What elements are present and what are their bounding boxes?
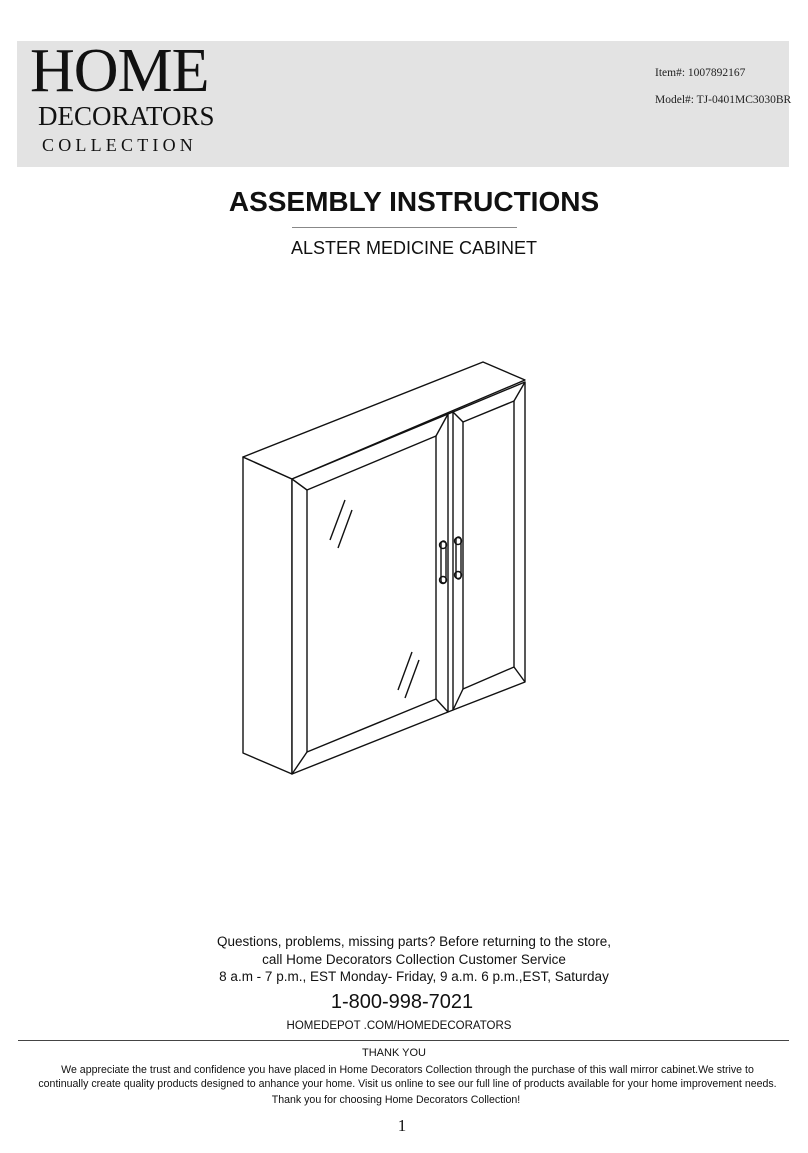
model-number: Model#: TJ-0401MC3030BR — [655, 94, 792, 106]
support-phone: 1-800-998-7021 — [330, 991, 474, 1013]
support-line-2: call Home Decorators Collection Customer Service — [262, 951, 566, 967]
support-website: HOMEDEPOT .COM/HOMEDECORATORS — [286, 1020, 512, 1032]
brand-logo-home: HOME — [30, 37, 209, 105]
customer-service-info — [0, 933, 808, 986]
brand-logo-decorators: DECORATORS — [38, 101, 215, 131]
support-hours: 8 a.m - 7 p.m., EST Monday- Friday, 9 a.m. 6 p.m.,EST, Saturday — [219, 969, 609, 984]
support-line-1: Questions, problems, missing parts? Before returning to the store, — [217, 934, 611, 949]
product-name: ALSTER MEDICINE CABINET — [290, 238, 538, 258]
medicine-cabinet-icon — [230, 355, 540, 785]
brand-logo-collection: COLLECTION — [42, 135, 197, 155]
page-number: 1 — [397, 1116, 407, 1135]
thank-you-message — [20, 1063, 795, 1091]
footer-divider — [18, 1040, 789, 1041]
item-number: Item#: 1007892167 — [655, 67, 746, 79]
thank-you-line-1: We appreciate the trust and confidence you have placed in Home Decorators Collection through the purchase of this wall mirror cabinet.We strive to — [61, 1064, 754, 1076]
thank-you-heading: THANK YOU — [362, 1047, 426, 1059]
page-title: ASSEMBLY INSTRUCTIONS — [228, 186, 600, 217]
thank-you-line-2: continually create quality products designed to anhance your home. Visit us online to see our full line of products available for your home improvement needs. — [38, 1078, 777, 1090]
title-divider — [292, 227, 517, 228]
thank-you-closing: Thank you for choosing Home Decorators Collection! — [271, 1094, 521, 1106]
